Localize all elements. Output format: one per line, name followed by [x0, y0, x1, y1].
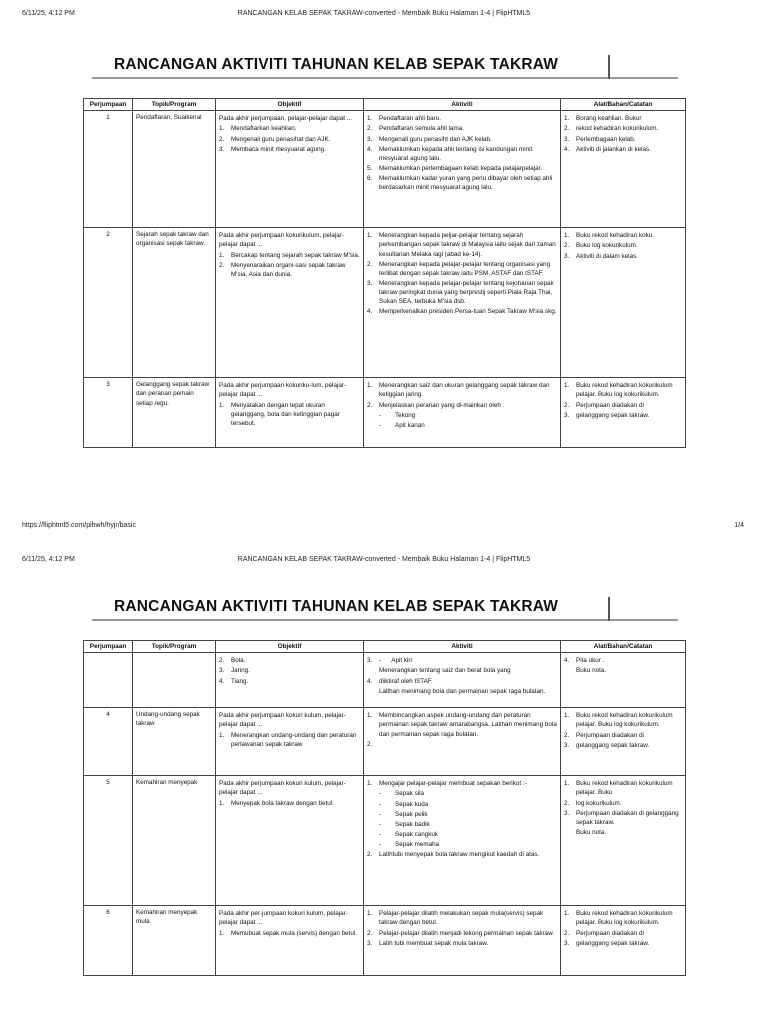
item-number: 1.	[367, 910, 373, 918]
item-text: Latihtubi menyepak bola takraw mengikut kaedah di atas.	[379, 851, 540, 859]
item-text: gelanggang sepak takraw.	[576, 411, 650, 419]
item-number: 3.	[367, 939, 373, 947]
item-number: 1.	[367, 712, 373, 720]
item-text: Perlembagaan kelab.	[576, 135, 636, 143]
cell-perjumpaan: 1	[84, 111, 133, 228]
document-title: RANCANGAN AKTIVITI TAHUNAN KELAB SEPAK TAKRAW	[114, 598, 559, 615]
cell-alat	[561, 776, 686, 906]
note-item	[564, 731, 682, 740]
dash-text: Tekong	[395, 411, 416, 419]
item-text: Perjumpaan diadakan di	[576, 731, 644, 739]
item-number: 3.	[367, 279, 373, 287]
objective-item	[219, 124, 360, 133]
cell-perjumpaan: 3	[84, 378, 133, 448]
note-item	[564, 145, 682, 154]
header-perjumpaan: Perjumpaan	[84, 99, 133, 111]
cell-topik: Kemahiran menyepak	[133, 776, 216, 906]
item-text: Membaca minit mesyuarat agung.	[231, 145, 326, 153]
item-number: 3.	[564, 741, 570, 749]
cell-aktiviti	[364, 653, 561, 708]
item-number: 2.	[564, 242, 570, 250]
dash-text: Sepak badik	[395, 820, 430, 828]
item-text: log kokurikulum.	[576, 799, 622, 807]
dash-item	[379, 800, 557, 809]
activity-item	[367, 909, 557, 927]
item-number: 4.	[564, 145, 570, 153]
header-alat: Alat/Bahan/Catatan	[561, 99, 686, 111]
title-divider	[608, 55, 610, 79]
item-number	[564, 666, 576, 675]
item-number: 2.	[367, 929, 373, 937]
item-number	[367, 666, 379, 675]
dash-marker: -	[379, 810, 382, 818]
item-number: 4.	[564, 657, 570, 665]
item-number: 1.	[219, 401, 225, 409]
item-number: 3.	[564, 252, 570, 260]
note-item	[564, 656, 682, 665]
print-timestamp: 6/11/25, 4:12 PM	[22, 10, 75, 17]
objective-item	[219, 261, 360, 279]
activity-item	[367, 145, 557, 163]
item-text: Memaklumkan kadar yuran yang perlu dibayar oleh setiap ahli berdasarkan minit mesyuarat agung lalu.	[379, 175, 553, 192]
cell-objektif	[216, 228, 364, 378]
objective-item	[219, 251, 360, 260]
cell-topik: Gelanggang sepak takraw dan peranan pemain setiap regu.	[133, 378, 216, 448]
item-text: - Apit kiri	[379, 657, 412, 665]
item-number: 3.	[564, 809, 570, 817]
item-number: 2.	[367, 125, 373, 133]
dash-text: Sepak cangkuk	[395, 830, 439, 838]
objective-item	[219, 401, 360, 428]
objective-item	[219, 135, 360, 144]
print-timestamp: 6/11/25, 4:12 PM	[22, 556, 75, 563]
note-item	[564, 799, 682, 808]
item-text: Borang keahlian. Bukur	[576, 115, 642, 123]
activity-item	[367, 939, 557, 948]
item-number: 6.	[367, 175, 373, 183]
header-alat: Alat/Bahan/Catatan	[561, 641, 686, 653]
item-number: 2.	[564, 799, 570, 807]
item-text: Tiang.	[231, 677, 249, 685]
cell-objektif	[216, 708, 364, 776]
item-number: 2.	[564, 125, 570, 133]
cell-perjumpaan: 5	[84, 776, 133, 906]
activity-item	[367, 656, 557, 665]
note-item	[564, 135, 682, 144]
item-number: 1.	[219, 799, 225, 807]
objective-item	[219, 731, 360, 749]
header-perjumpaan: Perjumpaan	[84, 641, 133, 653]
item-text: Pelajar-pelajar dilatih melakukan sepak mula(servis) sepak takraw dengan betul.	[379, 910, 544, 927]
item-text: Memaklumkan perlembagaan kelab kepada pelajarpelajar.	[379, 164, 543, 172]
activity-item	[367, 174, 557, 192]
item-number: 1.	[367, 780, 373, 788]
item-number: 1.	[219, 731, 225, 739]
cell-alat	[561, 228, 686, 378]
dash-marker: -	[379, 790, 382, 798]
activity-plan-table-2	[83, 640, 686, 976]
item-number: 1.	[564, 382, 570, 390]
dash-item	[379, 820, 557, 829]
item-text: gelanggang sepak takraw.	[576, 939, 650, 947]
print-page-title: RANCANGAN KELAB SEPAK TAKRAW-converted - Membaik Buku Halaman 1-4 | FlipHTML5	[237, 556, 531, 563]
item-text: Latihan menimang bola dan permainan sepak raga bulatan.	[379, 687, 546, 695]
document-title-block-1	[92, 55, 678, 79]
objective-item	[219, 666, 360, 675]
note-item	[564, 231, 682, 240]
table-row	[84, 378, 686, 448]
activity-plan-table-1	[83, 98, 686, 448]
note-item	[564, 828, 682, 837]
cell-aktiviti	[364, 906, 561, 976]
item-text	[379, 740, 557, 749]
dash-marker: -	[379, 411, 382, 419]
item-number: 5.	[367, 164, 373, 172]
item-number	[367, 687, 379, 696]
dash-item	[379, 789, 557, 798]
document-title: RANCANGAN AKTIVITI TAHUNAN KELAB SEPAK TAKRAW	[114, 56, 559, 73]
activity-item	[367, 850, 557, 859]
item-number: 3.	[564, 939, 570, 947]
item-number: 2.	[564, 731, 570, 739]
item-number: 2.	[367, 260, 373, 268]
item-number: 3.	[367, 657, 373, 665]
header-topik: Topik/Program	[133, 641, 216, 653]
cell-topik	[133, 653, 216, 708]
item-number: 1.	[219, 125, 225, 133]
item-number: 3.	[564, 135, 570, 143]
item-text: Aktiviti di jalankan di kelas.	[576, 145, 651, 153]
item-text: Mengenali guru penasihat dan AJK.	[231, 135, 331, 143]
activity-item	[367, 260, 557, 278]
objective-item	[219, 929, 360, 938]
cell-aktiviti	[364, 378, 561, 448]
item-text: Buku rekod kehadiran kokurikulum pelajar. Buku log kokurikulum.	[576, 910, 673, 927]
item-number: 3.	[564, 411, 570, 419]
cell-objektif	[216, 111, 364, 228]
item-number: 1.	[219, 929, 225, 937]
cell-objektif	[216, 906, 364, 976]
objective-intro: Pada akhir perjumpaan kokuri kulum, pelajar-pelajar dapat ...	[219, 780, 346, 797]
item-number: 4.	[367, 308, 373, 316]
item-text: Pendaftaran semula ahli lama.	[379, 125, 465, 133]
item-text: Buku rekod kehadiran kokurikulum pelajar. Buku log kokurikulum.	[576, 712, 673, 729]
activity-item	[367, 307, 557, 316]
item-text: Pelajar-pelajar dilatih menjadi tekong permainan sepak takraw.	[379, 929, 555, 937]
dash-marker: -	[379, 841, 382, 849]
cell-objektif	[216, 776, 364, 906]
objective-intro: Pada akhir perjumpaan kokuri kulum, pelajar-pelajar dapat ...	[219, 712, 346, 729]
objective-item	[219, 799, 360, 808]
item-number: 1.	[564, 910, 570, 918]
cell-objektif	[216, 653, 364, 708]
note-item	[564, 114, 682, 123]
item-number: 4.	[367, 145, 373, 153]
item-text: Latih tubi membuat sepak mula takraw.	[379, 939, 489, 947]
item-text: Bercakap tentang sejarah sepak takraw M'sia.	[231, 251, 360, 259]
item-number: 1.	[564, 780, 570, 788]
item-text: Perjumpaan diadakan di gelanggang sepak takraw.	[576, 809, 679, 826]
activity-item	[367, 740, 557, 749]
item-text: Buku rekod kehadiran koku.	[576, 232, 655, 240]
item-number: 2.	[367, 740, 373, 748]
objective-intro: Pada akhir perjumpaan, pelajar-pelajar dapat ...	[219, 115, 353, 123]
item-text: Mengajar pelajar-pelajar membuat sepakan berikut :-	[379, 780, 527, 788]
item-text: diiktiraf oleh ISTAF.	[379, 677, 433, 685]
cell-aktiviti	[364, 776, 561, 906]
note-item	[564, 939, 682, 948]
item-text: Menerangkan saiz dan ukuran gelanggang sepak takraw dan ketiggian jaring.	[379, 382, 550, 399]
item-text: Membincangkan aspek undang-undang dan peraturan permainan sepak takraw antarabangsa. Latihan menimang bola dan permainan sepak raga bulatan.	[379, 712, 557, 738]
item-text: Memperkenalkan presiden Persa-tuan Sepak Takraw M'sia skg.	[379, 308, 557, 316]
dash-marker: -	[379, 830, 382, 838]
header-aktiviti: Aktiviti	[364, 99, 561, 111]
item-text: Memaklumkan kepada ahli tentang isi kandungan minit mesyuarat agung lalu.	[379, 145, 533, 162]
objective-intro: Pada akhir perjumpaan kokurikulum, pelajar-pelajar dapat ...	[219, 232, 344, 249]
item-number: 2.	[219, 135, 225, 143]
cell-alat	[561, 111, 686, 228]
note-item	[564, 741, 682, 750]
table-row	[84, 906, 686, 976]
item-text: Buku rekod kehadiran kokurikulum pelajar. Buku log kokurikulum.	[576, 382, 673, 399]
activity-item	[367, 381, 557, 399]
dash-text: Sepak memaha	[395, 841, 440, 849]
table-row	[84, 111, 686, 228]
print-page-number: 1/4	[734, 522, 744, 529]
item-number: 2.	[367, 851, 373, 859]
item-text: Mengenali guru penasiht dan AJK kelab.	[379, 135, 492, 143]
cell-topik: Sejarah sepak takraw dan organisasi sepak takraw.	[133, 228, 216, 378]
cell-perjumpaan: 4	[84, 708, 133, 776]
item-text: Memubuat sepak mula (servis) dengan betul.	[231, 929, 358, 937]
note-item	[564, 809, 682, 827]
item-number: 3.	[219, 667, 225, 675]
activity-item	[367, 687, 557, 696]
dash-text: Sepak kuda	[395, 800, 429, 808]
print-page-title: RANCANGAN KELAB SEPAK TAKRAW-converted - Membaik Buku Halaman 1-4 | FlipHTML5	[237, 10, 531, 17]
cell-alat	[561, 708, 686, 776]
item-text: Buku nota.	[576, 667, 607, 675]
objective-item	[219, 677, 360, 686]
activity-item	[367, 779, 557, 788]
activity-item	[367, 401, 557, 410]
dash-item	[379, 810, 557, 819]
note-item	[564, 381, 682, 399]
item-text: Menyepak bola takraw dengan betul.	[231, 799, 334, 807]
item-text: Buku log kokurikulum.	[576, 242, 638, 250]
activity-item	[367, 164, 557, 173]
dash-item	[379, 411, 557, 420]
cell-perjumpaan: 2	[84, 228, 133, 378]
cell-alat	[561, 378, 686, 448]
table-row	[84, 228, 686, 378]
note-item	[564, 666, 682, 675]
cell-topik: Undang-undang sepak takraw	[133, 708, 216, 776]
item-number: 1.	[367, 115, 373, 123]
print-url: https://fliphtml5.com/plhwh/hyjr/basic	[22, 522, 136, 529]
item-text: Perjumpaan diadakan di	[576, 929, 644, 937]
cell-aktiviti	[364, 708, 561, 776]
item-text: Menerangkan kepada pelajar-pelajar tentang kejohanan sepak takraw peringkat dunia yang berprestij seperti Piala Raja Thai, Sukan SEA, terbuka M'sia dsb.	[379, 279, 554, 306]
dash-marker: -	[379, 820, 382, 828]
table-row	[84, 776, 686, 906]
activity-item	[367, 666, 557, 675]
item-number: 2.	[219, 657, 225, 665]
item-number: 3.	[367, 135, 373, 143]
objective-intro: Pada akhir per-jumpaan kokuri kulum, pelajar-pelajar dapat ...	[219, 910, 348, 927]
cell-alat	[561, 906, 686, 976]
header-objektif: Objektif	[216, 641, 364, 653]
note-item	[564, 124, 682, 133]
item-number: 1.	[367, 382, 373, 390]
item-text: Menerangkan undang-undang dan peraturan perlawanan sepak takraw	[231, 731, 357, 748]
item-number	[564, 828, 576, 837]
item-text: Buku nota.	[576, 828, 607, 836]
item-number: 1.	[564, 232, 570, 240]
activity-item	[367, 279, 557, 306]
dash-marker: -	[379, 800, 382, 808]
item-number: 4.	[367, 677, 373, 685]
cell-topik: Pendaftaran, Suaikenal	[133, 111, 216, 228]
objective-item	[219, 145, 360, 154]
item-text: Pita ukur .	[576, 657, 605, 665]
dash-text: Apit kanan	[395, 421, 425, 429]
item-text: Jaring.	[231, 667, 250, 675]
table-header-row	[84, 641, 686, 653]
note-item	[564, 241, 682, 250]
activity-item	[367, 135, 557, 144]
table-header-row	[84, 99, 686, 111]
item-text: Menerangkan kepada peljar-pelajar tentang sejarah perkembangan sepak takraw di Malaysia iaitu sejak dari zaman kesultanan Melaka lagi (abad ke-14).	[379, 232, 556, 258]
note-item	[564, 401, 682, 410]
dash-item	[379, 840, 557, 849]
item-text: Mendaftarkan keahlian.	[231, 125, 297, 133]
item-text: Pendaftaran ahli baru.	[379, 115, 441, 123]
item-number: 1.	[219, 251, 225, 259]
objective-intro: Pada akhir perjumpaan kokuriku-lum, pelajar-pelajar dapat ...	[219, 382, 347, 399]
note-item	[564, 929, 682, 938]
dash-item	[379, 421, 557, 430]
item-text: gelanggang sepak takraw.	[576, 741, 650, 749]
note-item	[564, 711, 682, 729]
item-text: Menjelaskan peranan yang di-mainkan oleh :	[379, 401, 505, 409]
activity-item	[367, 677, 557, 686]
cell-aktiviti	[364, 111, 561, 228]
item-text: Aktiviti di dalam kelas.	[576, 252, 638, 260]
cell-perjumpaan: 6	[84, 906, 133, 976]
dash-marker: -	[379, 421, 382, 429]
note-item	[564, 411, 682, 420]
item-text: Menyenaraikan organi-sasi sepak takraw M'sia, Asia dan dunia.	[231, 261, 346, 278]
note-item	[564, 909, 682, 927]
cell-objektif	[216, 378, 364, 448]
header-topik: Topik/Program	[133, 99, 216, 111]
item-number: 4.	[219, 677, 225, 685]
document-title-block-2	[92, 597, 678, 621]
note-item	[564, 252, 682, 261]
header-objektif: Objektif	[216, 99, 364, 111]
table-row	[84, 653, 686, 708]
item-number: 3.	[219, 145, 225, 153]
item-number: 1.	[564, 712, 570, 720]
activity-item	[367, 711, 557, 738]
item-text: Menerangkan tentang saiz dan berat bola yang	[379, 667, 511, 675]
note-item	[564, 779, 682, 797]
objective-item	[219, 656, 360, 665]
title-divider	[608, 597, 610, 621]
item-number: 2.	[564, 929, 570, 937]
cell-topik: Kemahiran menyepak mula	[133, 906, 216, 976]
cell-perjumpaan	[84, 653, 133, 708]
item-text: Menyatakan dengan tepat ukuran gelanggang, bola dan ketinggian pagar tersebut.	[231, 401, 340, 427]
header-aktiviti: Aktiviti	[364, 641, 561, 653]
cell-alat	[561, 653, 686, 708]
dash-text: Sepak sila	[395, 790, 425, 798]
item-text: Perjumpaan diadakan di	[576, 401, 644, 409]
activity-item	[367, 231, 557, 258]
item-text: rekod kehadiran kokurikulum.	[576, 125, 659, 133]
item-number: 2.	[367, 401, 373, 409]
activity-item	[367, 114, 557, 123]
item-text: Bola.	[231, 657, 246, 665]
activity-item	[367, 929, 557, 938]
item-text: Menerangkan kepada pelajar-pelajar tentang organisasi yang terlibat dengan sepak takraw iaitu PSM, ASTAF dan ISTAF.	[379, 260, 551, 277]
item-number: 1.	[564, 115, 570, 123]
dash-item	[379, 830, 557, 839]
item-number: 2.	[564, 401, 570, 409]
table-row	[84, 708, 686, 776]
dash-text: Sepak pelik	[395, 810, 428, 818]
activity-item	[367, 124, 557, 133]
cell-aktiviti	[364, 228, 561, 378]
item-number: 1.	[367, 232, 373, 240]
item-number: 2.	[219, 261, 225, 269]
item-text: Buku rekod kehadiran kokurikulum pelajar. Buku	[576, 780, 673, 797]
